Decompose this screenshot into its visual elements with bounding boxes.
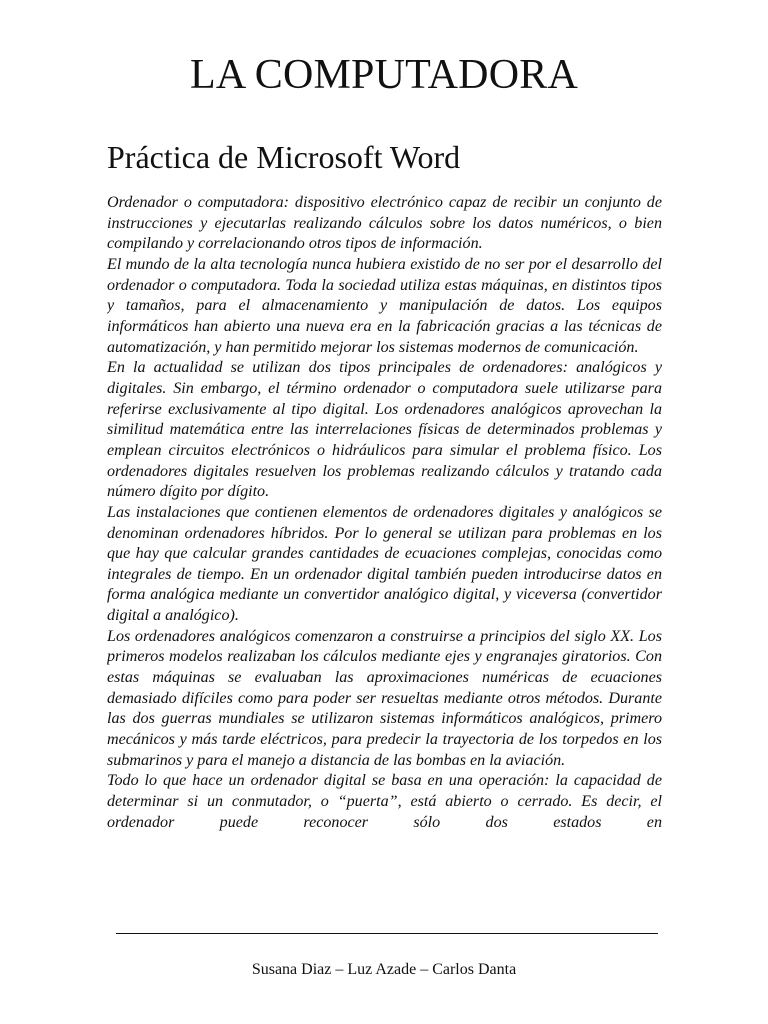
- paragraph-3: En la actualidad se utilizan dos tipos principales de ordenadores: analógicos y digitales. Sin embargo, el término ordenador o computadora suele utilizarse para referirse exclusivamente al tipo digital. Los ordenadores analógicos aprovechan la similitud matemática entre las interrelaciones físicas de determinados problemas y emplean circuitos electrónicos o hidráulicos para simular el problema físico. Los ordenadores digitales resuelven los problemas realizando cálculos y tratando cada número dígito por dígito.: [107, 359, 662, 501]
- paragraph-6: Todo lo que hace un ordenador digital se basa en una operación: la capacidad de determinar si un conmutador, o “puerta”, está abierto o cerrado. Es decir, el ordenador puede reconocer sólo dos estados en: [107, 772, 662, 831]
- footer-authors: Susana Diaz – Luz Azade – Carlos Danta: [251, 961, 517, 978]
- document-title: LA COMPUTADORA: [190, 52, 578, 98]
- footer-divider: [116, 933, 658, 934]
- document-body: [107, 193, 662, 885]
- paragraph-5: Los ordenadores analógicos comenzaron a construirse a principios del siglo XX. Los primeros modelos realizaban los cálculos mediante ejes y engranajes giratorios. Con estas máquinas se evaluaban las aproximaciones numéricas de ecuaciones demasiado difíciles como para poder ser resueltas mediante otros métodos. Durante las dos guerras mundiales se utilizaron sistemas informáticos analógicos, primero mecánicos y más tarde eléctricos, para predecir la trayectoria de los torpedos en los submarinos y para el manejo a distancia de las bombas en la aviación.: [107, 627, 662, 769]
- paragraph-2: El mundo de la alta tecnología nunca hubiera existido de no ser por el desarrollo del ordenador o computadora. Toda la sociedad utiliza estas máquinas, en distintos tipos y tamaños, para el almacenamiento y manipulación de datos. Los equipos informáticos han abierto una nueva era en la fabricación gracias a las técnicas de automatización, y han permitido mejorar los sistemas modernos de comunicación.: [107, 255, 662, 356]
- paragraph-4: Las instalaciones que contienen elementos de ordenadores digitales y analógicos se denominan ordenadores híbridos. Por lo general se utilizan para problemas en los que hay que calcular grandes cantidades de ecuaciones complejas, conocidas como integrales de tiempo. En un ordenador digital también pueden introducirse datos en forma analógica mediante un convertidor analógico digital, y viceversa (convertidor digital a analógico).: [107, 503, 662, 625]
- paragraph-1: Ordenador o computadora: dispositivo electrónico capaz de recibir un conjunto de instrucciones y ejecutarlas realizando cálculos sobre los datos numéricos, o bien compilando y correlacionando otros tipos de información.: [107, 194, 662, 253]
- document-subtitle: Práctica de Microsoft Word: [107, 139, 461, 175]
